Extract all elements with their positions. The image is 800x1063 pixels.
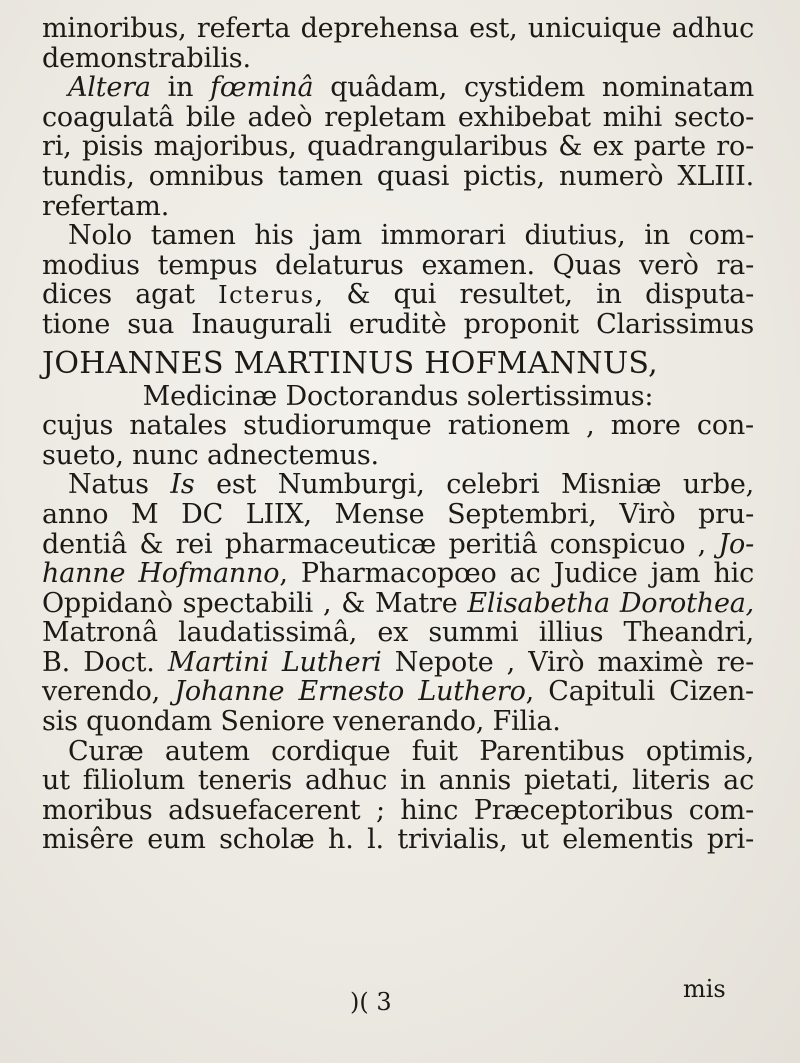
text-line: ri, pisis majoribus, quadrangularibus & ex parte ro- bbox=[42, 131, 754, 163]
italic-word: Altera bbox=[68, 72, 151, 104]
text-line bbox=[42, 530, 754, 560]
text-line: Matronâ laudatissimâ, ex summi illius Theandri, bbox=[42, 617, 754, 649]
text-line: modius tempus delaturus examen. Quas verò ra- bbox=[42, 249, 754, 281]
text-line: tundis, omnibus tamen quasi pictis, numerò XLIII. bbox=[42, 160, 754, 192]
text-line: refertam. bbox=[42, 190, 170, 222]
text-line: cujus natales studiorumque rationem , more con- bbox=[42, 410, 754, 442]
text-line bbox=[42, 589, 754, 619]
text-fragment: quâdam, cystidem nominatam bbox=[313, 72, 754, 104]
signature-mark: )( 3 bbox=[350, 988, 392, 1016]
text-line: tione sua Inaugurali eruditè proponit Clarissimus bbox=[42, 308, 754, 340]
text-line: demonstrabilis. bbox=[42, 42, 251, 74]
page-body bbox=[42, 14, 754, 855]
text-line: misêre eum scholæ h. l. trivialis, ut elementis pri- bbox=[42, 824, 754, 856]
text-line: coagulatâ bile adeò repletam exhibebat mihi secto- bbox=[42, 101, 754, 133]
text-fragment: B. Doct. bbox=[42, 646, 168, 678]
text-line: Medicinæ Doctorandus solertissimus: bbox=[142, 380, 654, 412]
text-line: minoribus, referta deprehensa est, unicuique adhuc bbox=[42, 13, 754, 44]
text-fragment: , & qui resultet, in disputa- bbox=[314, 279, 755, 311]
italic-word: hanne Hofmanno bbox=[42, 558, 280, 590]
text-line bbox=[42, 559, 754, 589]
text-line: Curæ autem cordique fuit Parentibus optimis, bbox=[68, 735, 754, 767]
text-line bbox=[42, 648, 754, 678]
text-line bbox=[42, 677, 754, 707]
text-fragment: verendo, bbox=[42, 676, 175, 708]
text-line bbox=[42, 470, 754, 500]
text-line: sis quondam Seniore venerando, Filia. bbox=[42, 706, 561, 738]
text-line bbox=[42, 73, 754, 103]
italic-word: Martini Lutheri bbox=[167, 646, 382, 678]
text-line: ut filiolum teneris adhuc in annis pietati, literis ac bbox=[42, 765, 754, 797]
text-fragment: Nepote , Virò maximè re- bbox=[381, 646, 754, 678]
person-name-heading: JOHANNES MARTINUS HOFMANNUS, bbox=[42, 345, 659, 381]
text-fragment: in bbox=[150, 72, 211, 104]
text-line: moribus adsuefacerent ; hinc Præceptoribus com- bbox=[42, 794, 754, 826]
catchword: mis bbox=[683, 975, 726, 1003]
italic-word: Is bbox=[170, 469, 195, 501]
text-fragment: , Pharmacopœo ac Judice jam hic bbox=[279, 558, 754, 590]
text-fragment: Oppidanò spectabili , & Matre bbox=[42, 587, 468, 619]
text-line bbox=[42, 280, 754, 310]
italic-word: Elisabetha Dorothea, bbox=[467, 587, 754, 619]
italic-word: Johanne Ernesto Luthero bbox=[174, 676, 526, 708]
italic-word: Jo- bbox=[718, 528, 754, 560]
smallcaps-word: Icterus bbox=[218, 281, 315, 310]
text-line: sueto, nunc adnectemus. bbox=[42, 439, 379, 471]
text-fragment: dentiâ & rei pharmaceuticæ peritiâ conspicuo , bbox=[42, 528, 719, 560]
text-fragment: est Numburgi, celebri Misniæ urbe, bbox=[194, 469, 755, 501]
text-line: Nolo tamen his jam immorari diutius, in com- bbox=[68, 220, 754, 252]
text-fragment: dices agat bbox=[42, 279, 219, 311]
text-fragment: Natus bbox=[68, 469, 171, 501]
italic-word: fœminâ bbox=[210, 72, 314, 104]
text-line: anno M DC LIIX, Mense Septembri, Virò pru- bbox=[42, 498, 754, 530]
text-fragment: , Capituli Cizen- bbox=[525, 676, 754, 708]
